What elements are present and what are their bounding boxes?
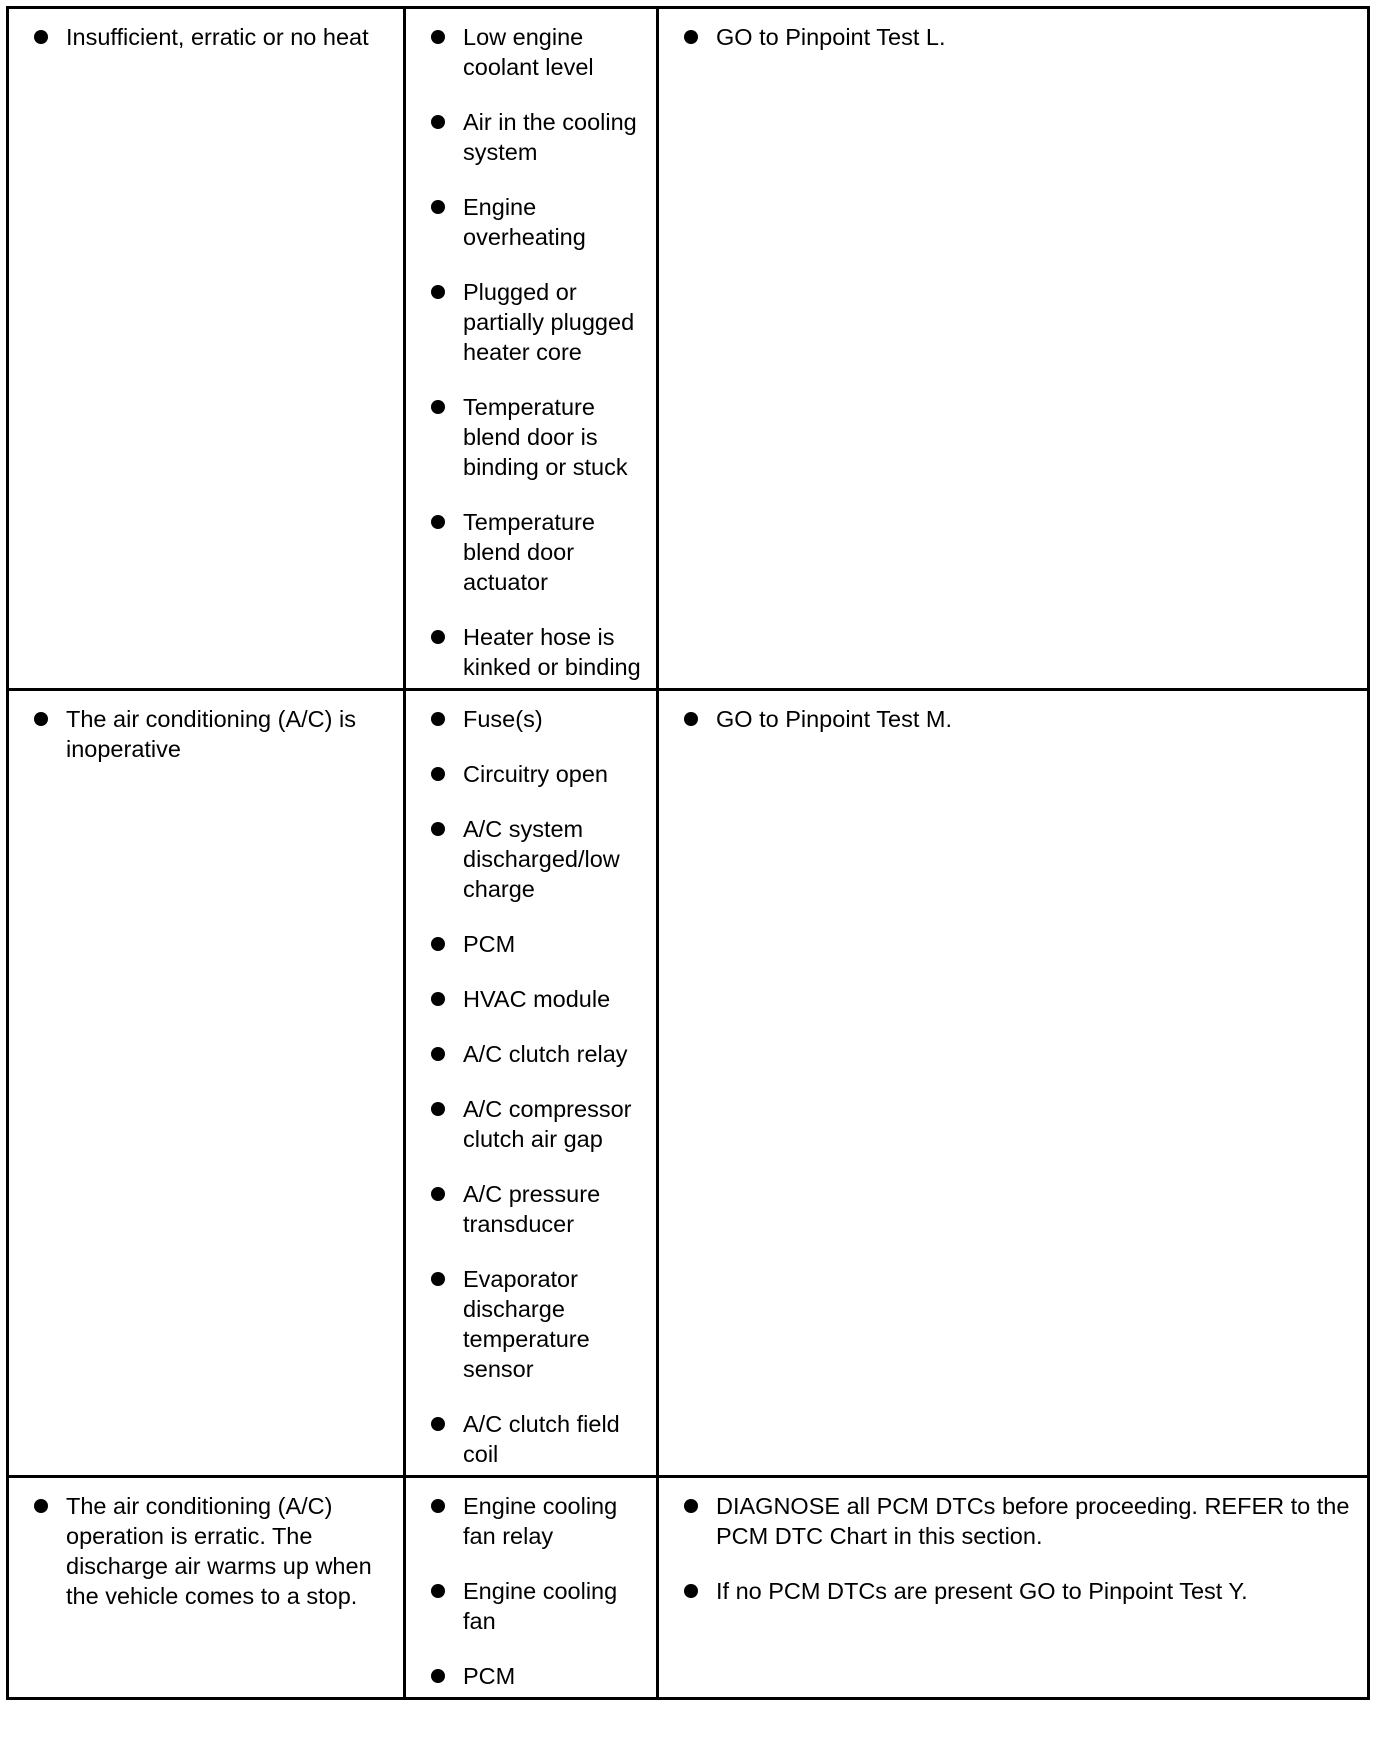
condition-cell <box>8 1477 405 1699</box>
action-cell <box>658 1477 1369 1699</box>
condition-item: Insufficient, erratic or no heat <box>33 22 393 52</box>
possible-source-item: A/C clutch relay <box>430 1039 646 1069</box>
possible-source-item: PCM <box>430 1661 646 1691</box>
table-row <box>8 1477 1369 1699</box>
action-cell <box>658 8 1369 690</box>
condition-item: The air conditioning (A/C) is inoperative <box>33 704 393 764</box>
possible-source-cell <box>405 8 658 690</box>
condition-cell <box>8 8 405 690</box>
possible-source-item: Low engine coolant level <box>430 22 646 82</box>
action-item: GO to Pinpoint Test L. <box>683 22 1357 52</box>
possible-source-item: Plugged or partially plugged heater core <box>430 277 646 367</box>
possible-source-item: Air in the cooling system <box>430 107 646 167</box>
action-item: GO to Pinpoint Test M. <box>683 704 1357 734</box>
possible-source-item: Engine cooling fan relay <box>430 1491 646 1551</box>
possible-source-cell <box>405 690 658 1477</box>
possible-source-item: PCM <box>430 929 646 959</box>
possible-source-item: Engine overheating <box>430 192 646 252</box>
table-row <box>8 8 1369 690</box>
possible-source-item: Engine cooling fan <box>430 1576 646 1636</box>
possible-source-item: Temperature blend door actuator <box>430 507 646 597</box>
possible-source-item: A/C system discharged/low charge <box>430 814 646 904</box>
action-item: DIAGNOSE all PCM DTCs before proceeding. REFER to the PCM DTC Chart in this section. <box>683 1491 1357 1551</box>
possible-source-item: HVAC module <box>430 984 646 1014</box>
action-item: If no PCM DTCs are present GO to Pinpoint Test Y. <box>683 1576 1357 1606</box>
possible-source-cell <box>405 1477 658 1699</box>
possible-source-item: Evaporator discharge temperature sensor <box>430 1264 646 1384</box>
possible-source-item: Temperature blend door is binding or stuck <box>430 392 646 482</box>
possible-source-item: A/C clutch field coil <box>430 1409 646 1469</box>
possible-source-item: A/C pressure transducer <box>430 1179 646 1239</box>
condition-cell <box>8 690 405 1477</box>
possible-source-item: Fuse(s) <box>430 704 646 734</box>
action-cell <box>658 690 1369 1477</box>
table-row <box>8 690 1369 1477</box>
possible-source-item: A/C compressor clutch air gap <box>430 1094 646 1154</box>
possible-source-item: Heater hose is kinked or binding <box>430 622 646 682</box>
symptom-chart-table <box>6 6 1370 1700</box>
possible-source-item: Circuitry open <box>430 759 646 789</box>
condition-item: The air conditioning (A/C) operation is erratic. The discharge air warms up when the vehicle comes to a stop. <box>33 1491 393 1611</box>
